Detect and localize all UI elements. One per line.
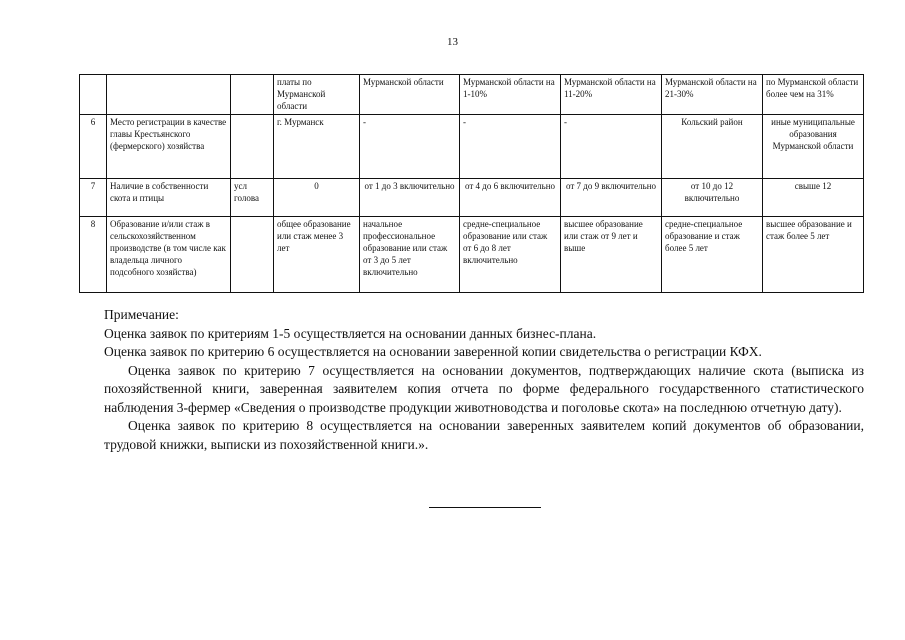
table-row [80,217,864,293]
table-cell: Мурманской области [360,75,460,115]
table-cell: г. Мурманск [274,115,360,179]
table-cell [231,217,274,293]
table-cell: средне-специальное образование или стаж от 6 до 8 лет включительно [460,217,561,293]
notes-title: Примечание: [104,307,179,322]
table-cell: общее образование или стаж менее 3 лет [274,217,360,293]
criterion-number: 8 [80,217,107,293]
criterion-name: Место регистрации в качестве главы Крестьянского (фермерского) хозяйства [107,115,231,179]
table-cell: Кольский район [662,115,763,179]
note-paragraph: Оценка заявок по критериям 1-5 осуществляется на основании данных бизнес-плана. [104,325,597,341]
table-cell: иные муниципальные образования Мурманской области [763,115,864,179]
table-cell: средне-специальное образование и стаж более 5 лет [662,217,763,293]
page-number: 13 [447,36,458,48]
table-cell: - [561,115,662,179]
table-cell: высшее образование и стаж более 5 лет [763,217,864,293]
table-cell [107,75,231,115]
notes-section [104,306,864,454]
closing-rule [429,507,541,508]
table-cell: Мурманской области на 1-10% [460,75,561,115]
table-cell: начальное профессиональное образование или стаж от 3 до 5 лет включительно [360,217,460,293]
table-cell: от 10 до 12 включительно [662,179,763,217]
table-cell: от 4 до 6 включительно [460,179,561,217]
table-cell: - [360,115,460,179]
criterion-number: 7 [80,179,107,217]
table-cell: от 1 до 3 включительно [360,179,460,217]
unit-cell: усл голова [231,179,274,217]
table-row [80,115,864,179]
table-cell: - [460,115,561,179]
table-cell: высшее образование или стаж от 9 лет и выше [561,217,662,293]
table-cell: по Мурманской области более чем на 31% [763,75,864,115]
note-paragraph: Оценка заявок по критерию 8 осуществляется на основании заверенных заявителем копий документов об образовании, трудовой книжки, выписки из похозяйственной книги.». [104,418,864,452]
criterion-name: Наличие в собственности скота и птицы [107,179,231,217]
table-cell: свыше 12 [763,179,864,217]
table-cell [80,75,107,115]
criteria-table [79,74,864,293]
table-cell: платы по Мурманской области [274,75,360,115]
note-paragraph: Оценка заявок по критерию 6 осуществляется на основании заверенной копии свидетельства о регистрации КФХ. [104,344,762,359]
table-cell: Мурманской области на 21-30% [662,75,763,115]
criterion-name: Образование и/или стаж в сельскохозяйственном производстве (в том числе как владельца личного подсобного хозяйства) [107,217,231,293]
table-cell [231,75,274,115]
table-cell [231,115,274,179]
table-cell: 0 [274,179,360,217]
table-row [80,179,864,217]
note-paragraph: Оценка заявок по критерию 7 осуществляется на основании документов, подтверждающих наличие скота (выписка из похозяйственной книги, заверенная заявителем копия отчета по форме федерального государственного статистического наблюдения 3-фермер «Сведения о производстве продукции животноводства и поголовье скота» на последнюю отчетную дату). [104,362,864,415]
table-cell: Мурманской области на 11-20% [561,75,662,115]
criterion-number: 6 [80,115,107,179]
table-row [80,75,864,115]
table-cell: от 7 до 9 включительно [561,179,662,217]
